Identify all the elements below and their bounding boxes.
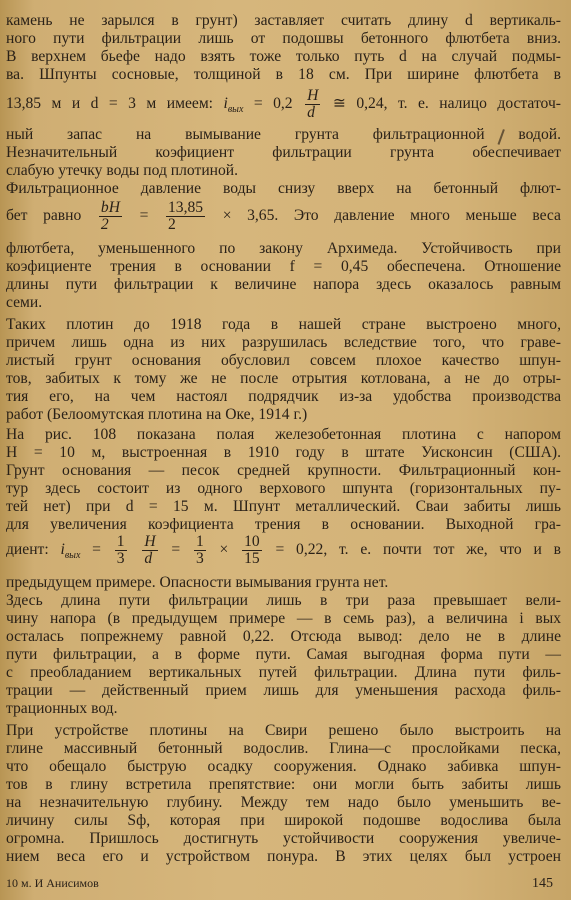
- formula-eq: =: [139, 207, 149, 224]
- text-line: Таких плотин до 1918 года в нашей стране выстроено много,: [6, 316, 561, 333]
- text-line: чину напора (в предыдущем примере — в семь раз), а величина i вых: [6, 610, 561, 627]
- text-line: трации — действенный прием лишь для уменьшения расхода филь-: [6, 682, 561, 699]
- text-line: для увеличения коэфициента трения в основании. Выходной гра-: [6, 516, 561, 533]
- page-number: 145: [532, 876, 553, 891]
- fraction-den: 15: [244, 549, 260, 567]
- formula-suffix: = 0,22, т. е. почти тот же, что и в: [275, 541, 561, 558]
- formula-var: i: [60, 541, 65, 558]
- text-line: тов, забитых к тому же не после отрытия котлована, а не до отры-: [6, 370, 561, 387]
- text-line: При устройстве плотины на Свири решено было выстроить на: [6, 722, 561, 739]
- text-line: огромна. Пришлось достигнуть устойчивости сооружения увеличе-: [6, 830, 561, 847]
- text-line: трационных вод.: [6, 700, 118, 717]
- formula-suffix: × 3,65. Это давление много меньше веса: [222, 207, 561, 224]
- formula-line: [6, 86, 561, 128]
- fraction-num: H: [144, 532, 156, 550]
- fraction-num: 1: [116, 532, 125, 550]
- text-line: коэфициенте трения в основании f = 0,45 обеспечена. Отношение: [6, 258, 561, 275]
- fraction-num: 10: [244, 532, 260, 550]
- fraction: [166, 200, 205, 233]
- text-line: тур здесь состоит из одного верхового шпунта (горизонтальных пу-: [6, 480, 561, 497]
- formula-times: ×: [219, 541, 229, 558]
- fraction: [115, 534, 127, 567]
- page-footer: [6, 876, 553, 892]
- text-line: На рис. 108 показана полая железобетонная плотина с напором: [6, 426, 561, 443]
- text-line: предыдущем примере. Опасности вымывания грунта нет.: [6, 574, 389, 591]
- fraction-den: d: [144, 549, 153, 567]
- formula-prefix: бет равно: [6, 207, 82, 224]
- text-line: Незначительный коэфициент фильтрации грунта обеспечивает: [6, 144, 561, 161]
- fraction-den: 2: [100, 215, 109, 233]
- text-line: семи.: [6, 294, 43, 311]
- fraction: [142, 534, 157, 567]
- text-line: флютбета, уменьшенного по закону Архимеда. Устойчивость при: [6, 240, 561, 257]
- formula-var: i: [223, 95, 228, 112]
- text-line: личину силы Sф, которая при широкой подошве водослива была: [6, 812, 561, 829]
- text-line: ный запас на вымывание грунта фильтрационной водой.: [6, 126, 561, 143]
- formula-eq: =: [171, 541, 181, 558]
- formula-sub: вых: [227, 104, 244, 116]
- fraction-num: 1: [195, 532, 204, 550]
- text-line: с преобладанием вертикальных путей фильтрации. Длина пути филь-: [6, 664, 561, 681]
- fraction: [305, 88, 320, 121]
- text-line: Грунт основания — песок средней крупности. Фильтрационный кон-: [6, 462, 561, 479]
- formula-suffix: ≅ 0,24, т. е. налицо достаточ-: [332, 95, 561, 112]
- text-line: длины пути фильтрации к величине напора здесь оказалось равным: [6, 276, 561, 293]
- fraction: [99, 200, 122, 233]
- text-line: ва. Шпунты сосновые, толщиной в 18 см. При ширине флютбета в: [6, 66, 561, 83]
- text-line: ного пути фильтрации лишь от подошвы бетонного флютбета вниз.: [6, 30, 561, 47]
- formula-line: [6, 532, 561, 574]
- formula-eq: =: [92, 541, 101, 558]
- text-line: осталась попрежнему равной 0,22. Отсюда вывод: дело не в длине: [6, 628, 561, 645]
- fraction: [242, 534, 262, 567]
- fraction-den: 3: [195, 549, 204, 567]
- text-line: глине массивный бетонный водослив. Глина—с прослойками песка,: [6, 740, 561, 757]
- fraction-num: H: [307, 86, 319, 104]
- footer-signature: 10 м. И Анисимов: [6, 876, 99, 890]
- text-line: причем лишь одна из них разрушилась вследствие того, что граве-: [6, 334, 561, 351]
- text-line: Фильтрационное давление воды снизу вверх на бетонный флют-: [6, 180, 561, 197]
- text-line: H = 10 м, выстроенная в 1910 году в штате Уисконсин (США).: [6, 444, 561, 461]
- formula-line: [6, 198, 561, 234]
- text-line: пути фильтрации, а в форме пути. Самая выгодная форма пути —: [6, 646, 561, 663]
- text-line: тия его, на чем настоял подрядчик из-за удобства производства: [6, 388, 561, 405]
- text-line: работ (Белоомутская плотина на Оке, 1914 г.): [6, 406, 308, 423]
- formula-prefix: 13,85 м и d = 3 м имеем:: [6, 95, 214, 112]
- formula-prefix: диент:: [6, 541, 49, 558]
- fraction: [194, 534, 206, 567]
- text-line: В верхнем бьефе надо взять тоже только путь d на случай подмы-: [6, 48, 561, 65]
- formula-sub: вых: [64, 550, 81, 562]
- text-line: что обещало быструю осадку сооружения. Однако забивка шпун-: [6, 758, 561, 775]
- formula-mid: = 0,2: [243, 95, 293, 112]
- text-line: нием веса его и устройством понура. В этих целях был устроен: [6, 848, 561, 865]
- fraction-den: 3: [116, 549, 125, 567]
- text-line: тей нет) при d = 15 м. Шпунт металлический. Сваи забиты лишь: [6, 498, 561, 515]
- fraction-den: d: [307, 103, 315, 121]
- text-line: камень не зарылся в грунт) заставляет считать длину d вертикаль-: [6, 12, 561, 29]
- text-line: Здесь длина пути фильтрации лишь в три раза превышает вели-: [6, 592, 561, 609]
- text-line: листый грунт основания обусловил совсем плохое качество шпун-: [6, 352, 561, 369]
- text-line: слабую утечку воды под плотиной.: [6, 162, 239, 179]
- fraction-num: 13,85: [167, 198, 204, 216]
- fraction-den: 2: [167, 215, 176, 233]
- fraction-num: bH: [100, 198, 120, 216]
- text-line: на незначительную глубину. Между тем надо было уменьшить ве-: [6, 794, 561, 811]
- text-line: тов в глину встретила препятствие: они могли быть забиты лишь: [6, 776, 561, 793]
